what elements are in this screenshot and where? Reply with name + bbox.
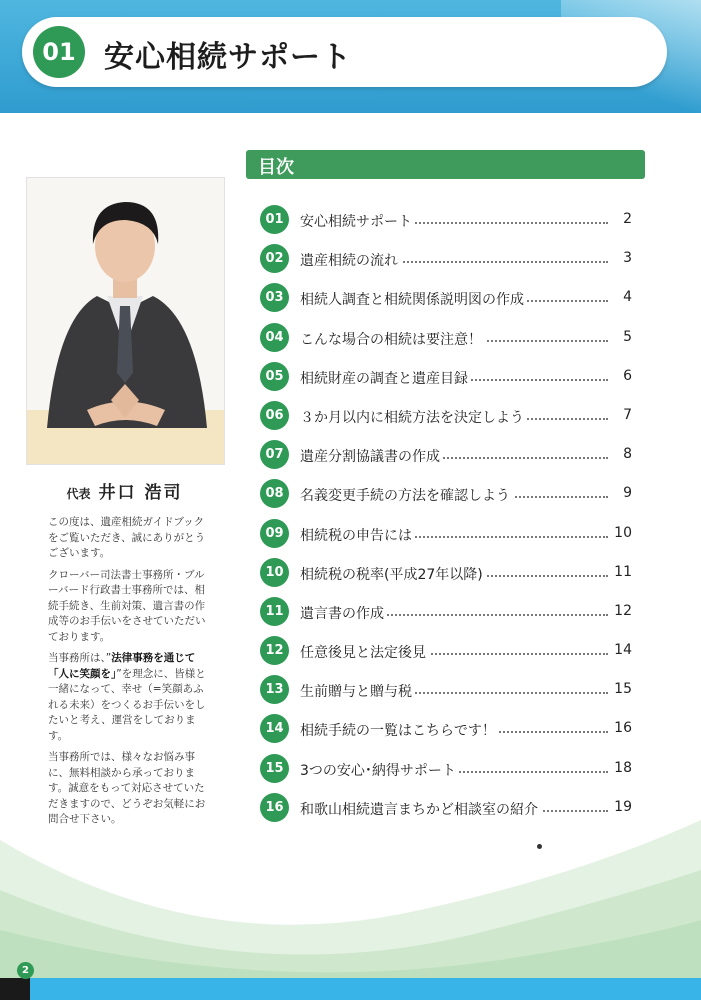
toc-item (260, 281, 632, 320)
toc-item (260, 517, 632, 556)
toc-item-label: 生前贈与と贈与税 (300, 681, 415, 701)
decorative-waves (0, 760, 701, 980)
greeting-paragraph-3-lead: 当事務所は、” (48, 652, 112, 664)
toc-item (260, 203, 632, 242)
toc-item-number-badge: 16 (260, 793, 289, 822)
toc-item-number-badge: 01 (260, 205, 289, 234)
toc-item (260, 360, 632, 399)
toc-item-page: 6 (623, 367, 632, 384)
toc-item-page: 19 (614, 798, 632, 815)
toc-item-number-badge: 04 (260, 323, 289, 352)
footer-corner (0, 978, 30, 1000)
toc-item-label: 任意後見と法定後見 (300, 642, 429, 662)
toc-item-label: 名義変更手続の方法を確認しよう (300, 485, 513, 505)
greeting-paragraph-3 (48, 651, 206, 744)
table-of-contents (260, 203, 632, 830)
toc-item (260, 242, 632, 281)
toc-item (260, 673, 632, 712)
toc-item-page: 15 (614, 681, 632, 698)
toc-item-number-badge: 11 (260, 597, 289, 626)
toc-item-number-badge: 12 (260, 636, 289, 665)
representative-caption (26, 478, 223, 503)
toc-item-number-badge: 10 (260, 558, 289, 587)
toc-item-page: 12 (614, 602, 632, 619)
toc-item-page: 8 (623, 446, 632, 463)
toc-item-label: 安心相続サポート (300, 211, 415, 231)
toc-item-label: 和歌山相続遺言まちかど相談室の紹介 (300, 799, 541, 819)
toc-item-label: 3つの安心･納得サポート (300, 760, 459, 780)
greeting-paragraph-2: クローバー司法書士事務所・ブルーバード行政書士事務所では、相続手続き、生前対策、遺言書の作成等のお手伝いをさせていただいております。 (48, 568, 206, 643)
toc-item-label: 相続財産の調査と遺産目録 (300, 368, 471, 388)
toc-item-number-badge: 05 (260, 362, 289, 391)
toc-item-number-badge: 14 (260, 714, 289, 743)
toc-item-label: 遺言書の作成 (300, 603, 387, 623)
toc-item (260, 477, 632, 516)
toc-item-page: 7 (623, 406, 632, 423)
toc-item-number-badge: 06 (260, 401, 289, 430)
toc-item-label: ３か月以内に相続方法を決定しよう (300, 407, 527, 427)
toc-item-page: 16 (614, 720, 632, 737)
toc-item-number-badge: 13 (260, 675, 289, 704)
toc-item-label: こんな場合の相続は要注意！ (300, 329, 485, 349)
toc-item-label: 相続税の税率(平成27年以降) (300, 564, 486, 584)
toc-item-page: 18 (614, 759, 632, 776)
toc-item-label: 遺産相続の流れ (300, 250, 401, 270)
toc-title: 目次 (258, 157, 294, 178)
toc-item-page: 10 (614, 524, 632, 541)
toc-item-page: 4 (623, 289, 632, 306)
page-title: 安心相続サポート (104, 40, 352, 75)
toc-item-page: 14 (614, 642, 632, 659)
toc-item-number-badge: 07 (260, 440, 289, 469)
toc-item (260, 399, 632, 438)
toc-item-page: 11 (614, 563, 632, 580)
representative-name: 井口 浩司 (98, 483, 183, 503)
toc-item (260, 712, 632, 751)
toc-item-label: 相続手続の一覧はこちらです！ (300, 720, 499, 740)
representative-title: 代表 (66, 487, 91, 501)
toc-item-label: 相続人調査と相続関係説明図の作成 (300, 289, 527, 309)
toc-item (260, 321, 632, 360)
greeting-paragraph-3-rest: ”を理念に、皆様と一緒になって、幸せ（=笑顔あふれる未来）をつくるお手伝いをしたいと考え、運営をしております。 (48, 667, 206, 742)
representative-photo (26, 177, 225, 465)
greeting-paragraph-4: 当事務所では、様々なお悩み事に、無料相談から承っております。誠意をもって対応させていただきますので、どうぞお気軽にお問合せ下さい。 (48, 751, 206, 825)
portrait-illustration (27, 178, 224, 464)
toc-item-number-badge: 15 (260, 754, 289, 783)
toc-item (260, 595, 632, 634)
toc-item-page: 5 (623, 328, 632, 345)
motto-text: 法律事務を通じて「人に笑顔を」 (48, 652, 196, 680)
section-number-badge: 01 (33, 26, 85, 78)
toc-item-number-badge: 03 (260, 283, 289, 312)
greeting-paragraph-1: この度は、遺産相続ガイドブックをご覧いただき、誠にありがとうございます。 (48, 516, 206, 559)
toc-item-number-badge: 09 (260, 519, 289, 548)
toc-item-number-badge: 02 (260, 244, 289, 273)
toc-item-label: 相続税の申告には (300, 525, 415, 545)
toc-item-number-badge: 08 (260, 479, 289, 508)
toc-item-page: 2 (623, 211, 632, 227)
toc-item (260, 438, 632, 477)
footer-band (0, 978, 701, 1000)
toc-item (260, 634, 632, 673)
toc-item-page: 9 (623, 485, 632, 502)
toc-item-label: 遺産分割協議書の作成 (300, 446, 443, 466)
toc-item-page: 3 (623, 250, 632, 267)
toc-item (260, 556, 632, 595)
page-number-badge: 2 (17, 962, 34, 979)
toc-header (246, 150, 645, 179)
